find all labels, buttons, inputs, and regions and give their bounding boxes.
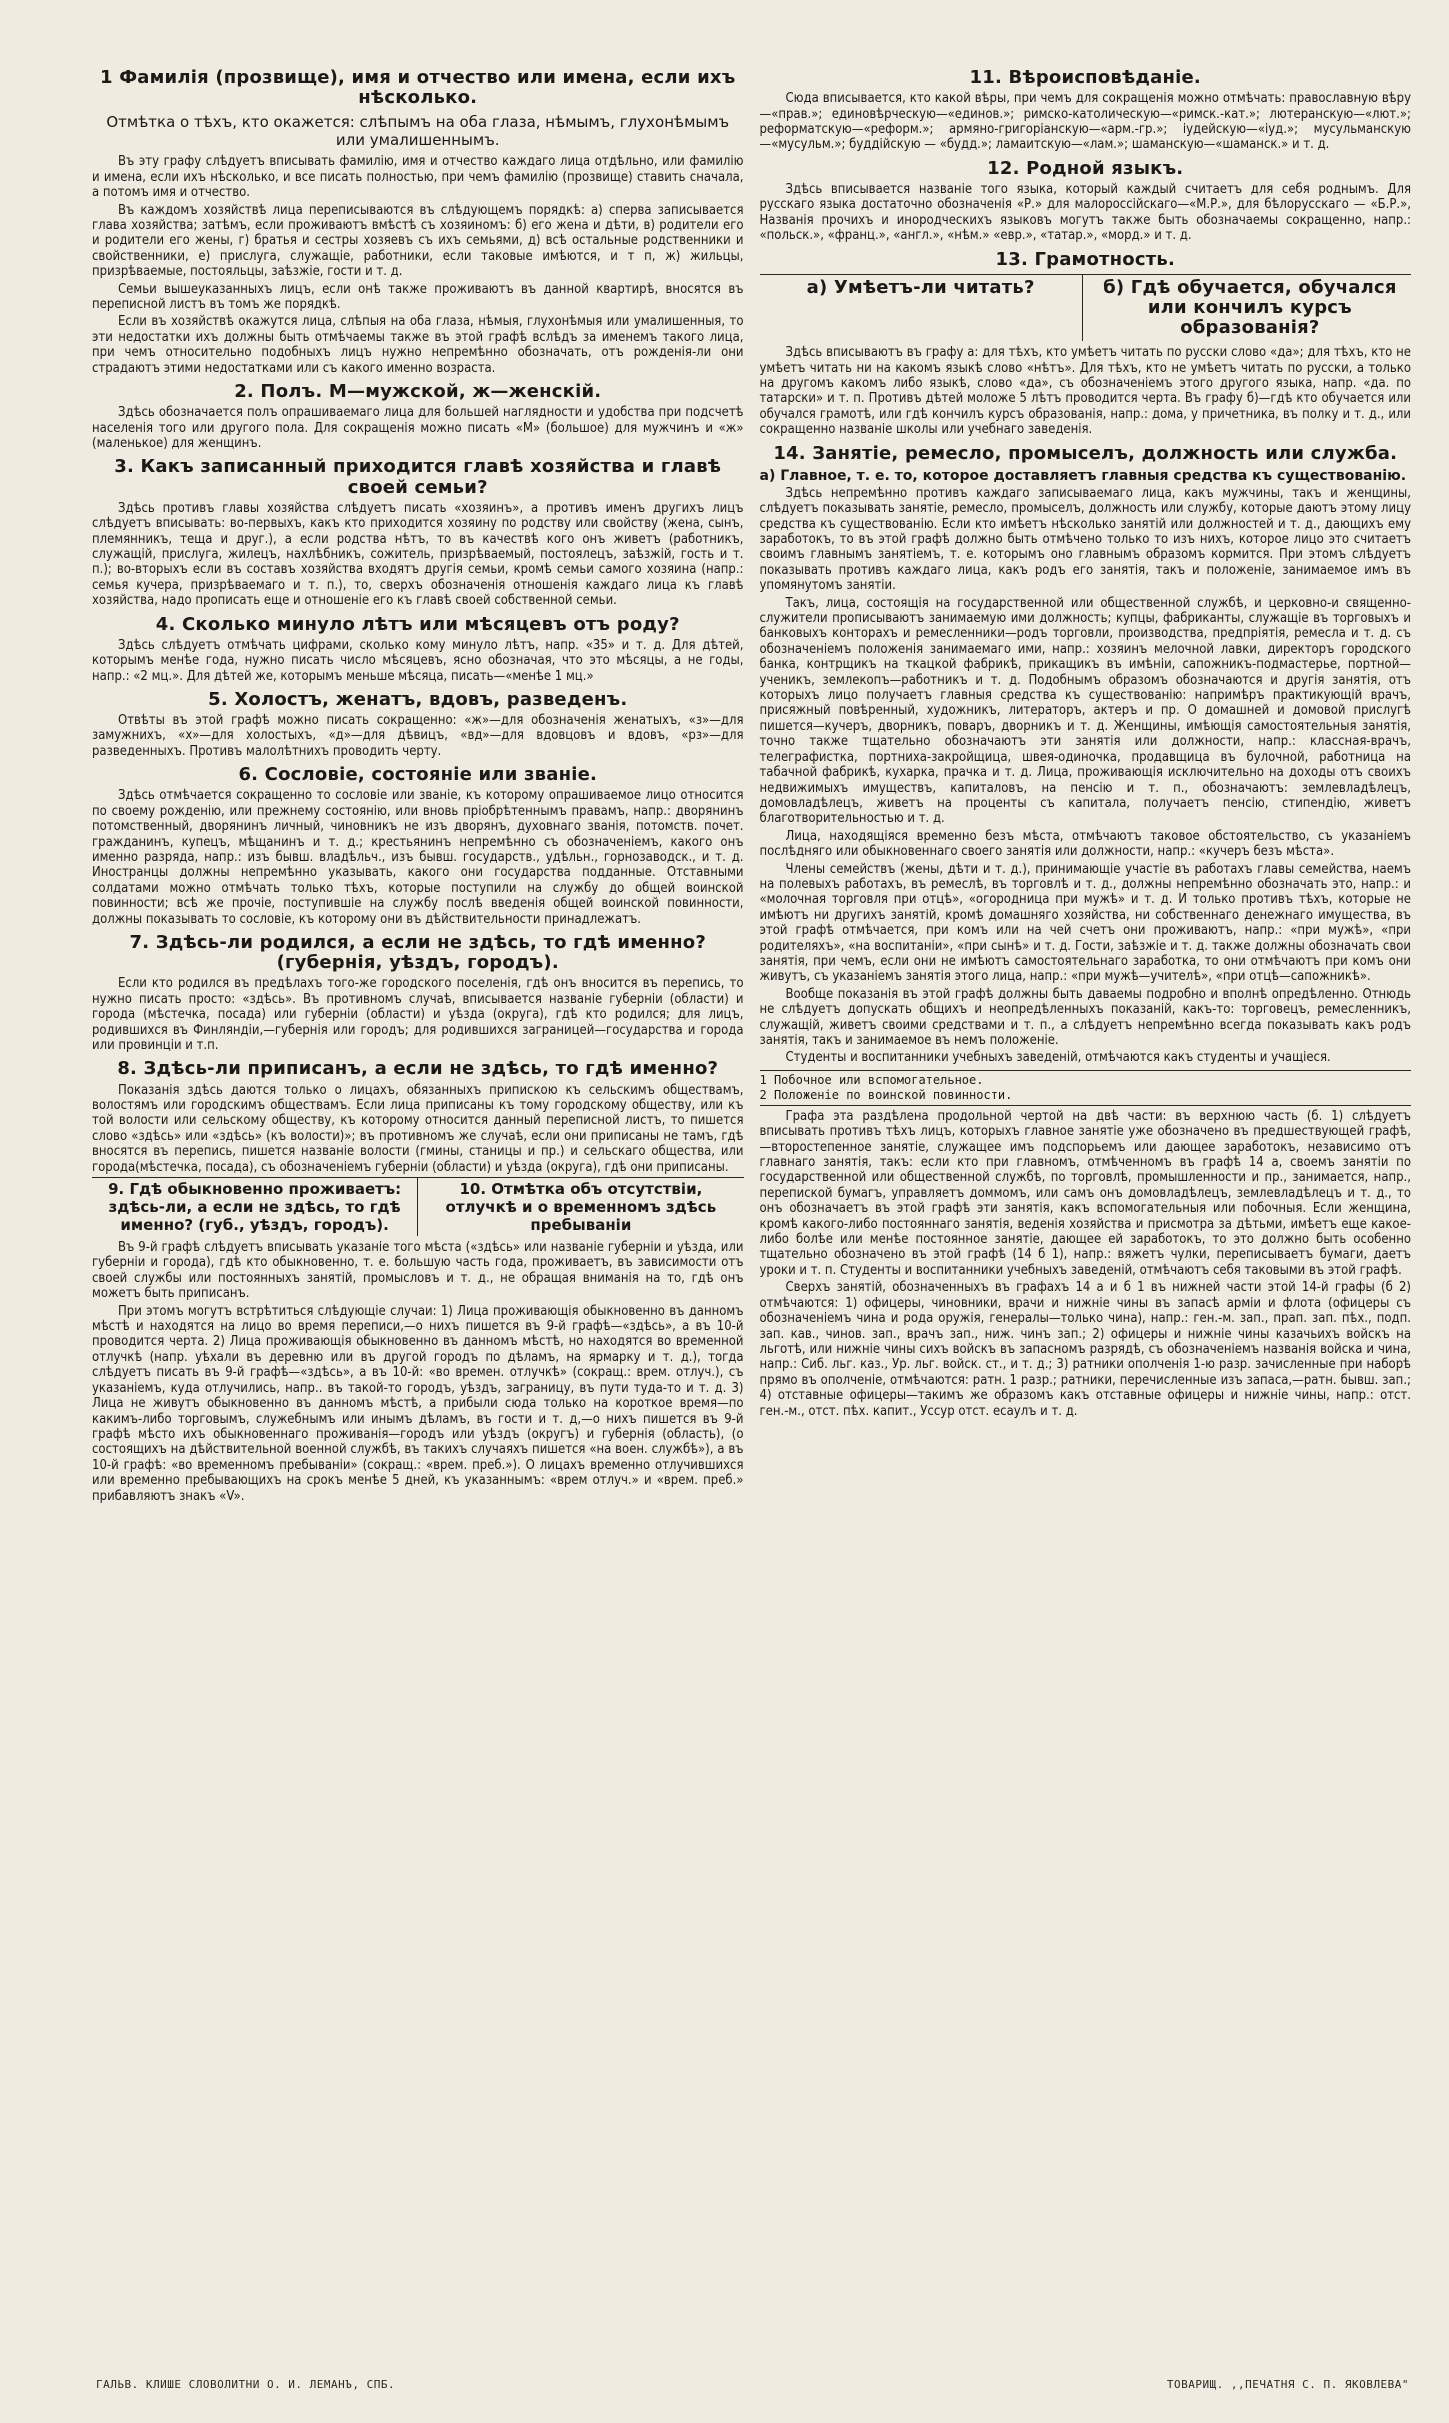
section-13a-heading: а) Умѣетъ-ли читать? bbox=[806, 276, 1035, 298]
section-5-heading: 5. Холостъ, женатъ, вдовъ, разведенъ. bbox=[208, 688, 628, 710]
section-14b-paragraph: Графа эта раздѣлена продольной чертой на двѣ части: въ верхнюю часть (б. 1) слѣдуетъ вписывать противъ тѣхъ лицъ, которыхъ главное занятіе уже обозначено въ предшествующей графѣ,—второстепенное занятіе, служащее имъ подспорьемъ или дающее заработокъ, независимо отъ главнаго занятія, такъ: если кто при главномъ, отмѣченномъ въ графѣ 14 а, своемъ занятіи по государственной или общественной службѣ, по торговлѣ, промышленности и пр., занимается, напр., перепиской бумагъ, управляетъ доммомъ, или самъ онъ домовладѣлецъ, землевладѣлецъ и т. д., то онъ обозначаетъ въ этой графѣ эти занятія, какъ вспомогательныя или побочныя. Если женщина, кромѣ какого-либо постояннаго занятія, веденія хозяйства и присмотра за дѣтьми, имѣетъ еще какое-либо болѣе или менѣе постоянное занятіе, дающее ей заработокъ, то это должно быть особенно тщательно обозначено въ этой графѣ (14 б 1), напр.: вяжетъ чулки, переписываетъ бумаги, даетъ уроки и т. п. Студенты и воспитанники учебныхъ заведеній, отмѣчаютъ себя таковыми въ этой графѣ. bbox=[759, 1108, 1411, 1278]
section-14-paragraph: Такъ, лица, состоящія на государственной или общественной службѣ, и церковно-и священно-служители прописываютъ занимаемую ими должность; купцы, фабриканты, служащіе въ торговыхъ и банковыхъ конторахъ и ремесленники—родъ торговли, производства, предпріятія, ремесла и т. д. съ обозначеніемъ положенія занимаемаго ими, напр.: хозяинъ мелочной лавки, директоръ городского банка, контрщикъ на ткацкой фабрикѣ, прикащикъ въ имѣніи, сапожникъ-подмастерье, портной—ученикъ, землекопъ—работникъ и т. д. Подобнымъ образомъ обозначаются и другія занятія, отъ которыхъ лицо получаетъ главныя средства къ существованію: напримѣръ практикующій врачъ, присяжный повѣренный, художникъ, литераторъ, актеръ и пр. О домашней и домовой прислугѣ пишется—кучеръ, дворникъ, поваръ, дворникъ и т. д. Женщины, имѣющія самостоятельныя занятія, точно также тщательно обозначаютъ эти занятія или должности, напр.: классная-врачъ, телеграфистка, портниха-закройщица, швея-одиночка, продавщица въ булочной, работница на табачной фабрикѣ, кухарка, прачка и т. д. Лица, проживающія исключительно на доходы отъ своихъ недвижимыхъ имуществъ, капиталовъ, на пенсію и т. п., обозначаютъ: землевладѣлецъ, домовладѣлецъ, живетъ на проценты съ капитала, получаетъ пенсію, стипендію, живетъ благотворительностью и т. д. bbox=[759, 595, 1411, 827]
section-1-heading: 1 Фамилія (прозвище), имя и отчество или имена, если ихъ нѣсколько. bbox=[100, 67, 736, 109]
section-4-heading: 4. Сколько минуло лѣтъ или мѣсяцевъ отъ роду? bbox=[155, 613, 680, 635]
section-8-paragraph: Показанія здѣсь даются только о лицахъ, обязанныхъ припискою къ сельскимъ обществамъ, волостямъ или городскимъ обществамъ. Если лица приписаны къ тому городскому обществу, или къ той волости или сельскому обществу, къ которому относится данный переписной листъ, то пишется слово «здѣсь» или «здѣсь» (къ волости)»; въ противномъ же случаѣ, если они приписаны не тамъ, гдѣ вносятся въ перепись, пишется названіе волости (гмины, станицы и пр.) и сельскаго общества, или города(мѣстечка, посада), съ обозначеніемъ губерніи (области) и уѣзда (округа), гдѣ они приписаны. bbox=[92, 1082, 744, 1175]
section-14-paragraph: Вообще показанія въ этой графѣ должны быть даваемы подробно и вполнѣ опредѣленно. Отнюдь не слѣдуетъ допускать общихъ и неопредѣленныхъ показаній, какъ-то: торговецъ, ремесленникъ, служащій, живетъ своими средствами и т. п., а слѣдуетъ непремѣнно всегда показывать какъ родъ занятія, такъ и занимаемое въ немъ положеніе. bbox=[759, 986, 1411, 1048]
section-13-subheads bbox=[760, 274, 1412, 341]
left-column bbox=[92, 62, 744, 1506]
section-1-paragraph: Въ каждомъ хозяйствѣ лица переписываются въ слѣдующемъ порядкѣ: а) сперва записывается глава хозяйства; затѣмъ, если проживаютъ вмѣстѣ съ хозяиномъ: б) его жена и дѣти, в) родители его и родители его жены, г) братья и сестры хозяевъ съ ихъ семьями, д) всѣ остальные родственники и свойственники, е) прислуга, служащіе, работники, если таковые имѣются, и т п, ж) жильцы, призрѣваемые, постояльцы, заѣзжіе, гости и т. д. bbox=[92, 202, 744, 280]
sections-9-10-header bbox=[92, 1177, 744, 1236]
section-9-heading: 9. Гдѣ обыкновенно проживаетъ: здѣсь-ли, а если не здѣсь, то гдѣ именно? (губ., уѣздъ, городъ). bbox=[108, 1180, 402, 1235]
section-11-heading: 11. Вѣроисповѣданіе. bbox=[969, 67, 1201, 88]
section-12-paragraph: Здѣсь вписывается названіе того языка, который каждый считаетъ для себя роднымъ. Для русскаго языка достаточно обозначенія «Р.» для малороссійскаго—«М.Р.», для бѣлорусскаго — «Б.Р.», Названія прочихъ и инородческихъ языковъ могутъ также быть обозначаемы сокращенно, напр.: «польск.», «франц.», «англ.», «нѣм.» «евр.», «татар.», «морд.» и т. д. bbox=[759, 181, 1411, 244]
section-11-paragraph: Сюда вписывается, кто какой вѣры, при чемъ для сокращенія можно отмѣчать: православную вѣру—«прав.»; единовѣрческую—«единов.»; римско-католическую—«римск.-кат.»; лютеранскую—«лют.»; реформатскую—«реформ.»; армяно-григоріанскую—«арм.-гр.»; іудейскую—«іуд.»; мусульманскую—«мусульм.»; буддійскую — «будд.»; ламаитскую—«лам.»; шаманскую—«шаманск.» и т. д. bbox=[759, 91, 1411, 153]
section-1-paragraph: Семьи вышеуказанныхъ лицъ, если онѣ также проживаютъ въ данной квартирѣ, вносятся въ переписной листъ въ томъ же порядкѣ. bbox=[92, 281, 744, 312]
section-2-heading: 2. Полъ. М—мужской, ж—женскій. bbox=[234, 381, 602, 402]
section-3-paragraph: Здѣсь противъ главы хозяйства слѣдуетъ писать «хозяинъ», а противъ именъ другихъ лицъ слѣдуетъ вписывать: во-первыхъ, какъ кто приходится хозяину по родству или свойству (жена, сынъ, племянникъ, теща и друг.), а если родства нѣтъ, то въ качествѣ кого онъ живетъ (работникъ, служащій, прислуга, жилецъ, нахлѣбникъ, сожитель, призрѣваемый, постоялецъ, заѣзжій, гость и т. п.); во-вторыхъ если въ составъ хозяйства входятъ другія семьи, кромѣ семьи самого хозяина (напр.: семья кучера, призрѣваемаго и т. п.), то, сверхъ обозначенія отношенія каждаго лица къ главѣ хозяйства, надо прописать еще и отношеніе его къ главѣ своей собственной семьи. bbox=[92, 500, 744, 609]
section-7-heading: 7. Здѣсь-ли родился, а если не здѣсь, то гдѣ именно? (губернія, уѣздъ, городъ). bbox=[129, 932, 706, 974]
section-5-paragraph: Отвѣты въ этой графѣ можно писать сокращенно: «ж»—для обозначенія женатыхъ, «з»—для замужнихъ, «х»—для холостыхъ, «д»—для дѣвицъ, «вд»—для вдовцовъ и вдовъ, «рз»—для разведенныхъ. Противъ малолѣтнихъ проводить черту. bbox=[92, 713, 744, 759]
section-14b-paragraph: Сверхъ занятій, обозначенныхъ въ графахъ 14 а и б 1 въ нижней части этой 14-й графы (б 2) отмѣчаются: 1) офицеры, чиновники, врачи и нижніе чины въ запасѣ арміи и флота (офицеры съ обозначеніемъ чина и рода оружія, генералы—только чина), напр.: ген.-м. зап., прап. зап. пѣх., подп. зап. кав., чинов. зап., врачъ зап., ниж. чинъ зап.; 2) офицеры и нижніе чины казачьихъ войскъ на льготѣ, или нижніе чины сихъ войскъ въ запасномъ разрядѣ, съ обозначеніемъ названія войска и чина, напр.: Сиб. льг. каз., Ур. льг. войск. ст., и т. д.; 3) ратники ополченія 1-ю разр. зачисленные при наборѣ прямо въ ополченіе, отмѣчаются: ратн. 1 разр.; ратники, перечисленные изъ запаса,—ратн. бывш. зап.; 4) отставные офицеры—такимъ же образомъ какъ отставные офицеры и нижніе чины, напр.: отст. ген.-м., отст. пѣх. капит., Уссур отст. есаулъ и т. д. bbox=[759, 1280, 1411, 1419]
section-6-heading: 6. Сословіе, состояніе или званіе. bbox=[238, 764, 598, 786]
section-3-heading: 3. Какъ записанный приходится главѣ хозяйства и главѣ своей семьи? bbox=[114, 456, 722, 498]
section-10-heading: 10. Отмѣтка объ отсутствіи, отлучкѣ и о временномъ здѣсь пребываніи bbox=[417, 1178, 743, 1236]
section-14a-heading: а) Главное, т. е. то, которое доставляетъ главныя средства къ существованію. bbox=[759, 467, 1407, 484]
printer-credit-left: ГАЛЬВ. КЛИШЕ СЛОВОЛИТНИ О. И. ЛЕМАНЪ, СПБ. bbox=[96, 2378, 396, 2391]
section-9-10-paragraph: При этомъ могутъ встрѣтиться слѣдующіе случаи: 1) Лица проживающія обыкновенно въ данномъ мѣстѣ и находятся на лицо во время переписи,—о нихъ пишется въ 9-й графѣ—«здѣсь», а въ 10-й проводится черта. 2) Лица проживающія обыкновенно въ данномъ мѣстѣ, но находятся во временной отлучкѣ (напр. уѣхали въ деревню или въ другой городъ по дѣламъ, на ярмарку и т. д.), тогда слѣдуетъ писать въ 9-й графѣ—«здѣсь», а въ 10-й: «во времен. отлучкѣ» (сокращ.: врем. отлуч.), съ указаніемъ, куда отлучились, напр.. въ такой-то городъ, уѣздъ, заграницу, въ пути туда-то и т. д. 3) Лица не живутъ обыкновенно въ данномъ мѣстѣ, а прибыли сюда только на короткое время—по какимъ-либо торговымъ, служебнымъ или инымъ дѣламъ, въ гости и т. д,—о нихъ пишется въ 9-й графѣ мѣсто ихъ обыкновеннаго проживанія—городъ или уѣздъ (округъ) и губернія (область), (о состоящихъ на дѣйствительной военной службѣ, въ такихъ случаяхъ пишется «на воен. службѣ»), а въ 10-й графѣ: «во временномъ пребываніи» (сокращ.: «врем. преб.»). О лицахъ временно отлучившихся или временно пребывающихъ на срокъ менѣе 5 дней, къ указаннымъ: «врем отлуч.» и «врем. преб.» прибавляютъ знакъ «V». bbox=[92, 1303, 744, 1504]
right-column bbox=[760, 62, 1412, 1421]
printer-credit-right: ТОВАРИЩ. ,,ПЕЧАТНЯ С. П. ЯКОВЛЕВА" bbox=[1166, 2378, 1409, 2391]
section-14-paragraph: Лица, находящіяся временно безъ мѣста, отмѣчаютъ таковое обстоятельство, съ указаніемъ послѣдняго или обыкновеннаго своего занятія или должности, напр.: «кучеръ безъ мѣста». bbox=[759, 828, 1411, 860]
rubric-line-2: 2 Положеніе по воинской повинности. bbox=[759, 1087, 1013, 1102]
section-8-heading: 8. Здѣсь-ли приписанъ, а если не здѣсь, то гдѣ именно? bbox=[117, 1058, 719, 1080]
section-14b-rubric bbox=[760, 1070, 1412, 1106]
section-13-heading: 13. Грамотность. bbox=[995, 248, 1175, 270]
section-14-paragraph: Члены семействъ (жены, дѣти и т. д.), принимающіе участіе въ работахъ главы семейства, наемъ на полевыхъ работахъ, въ ремеслѣ, въ торговлѣ и т. д., должны непремѣнно обозначать это, напр.: и «молочная торговля при отцѣ», «огородница при мужѣ» и т. д. И только противъ тѣхъ, которые не имѣютъ ни другихъ занятій, кромѣ домашняго хозяйства, ни собственнаго денежнаго имущества, въ этой графѣ отмѣчается, при комъ или на чей счетъ они проживаютъ, напр.: «при мужѣ», «при родителяхъ», «на воспитаніи», «при сынѣ» и т. д. Гости, заѣзжіе и т. д. также должны обозначать свои занятія, при чемъ, если они не имѣютъ самостоятельнаго заработка, то они отмѣчаютъ при комъ они живутъ, съ указаніемъ занятія этого лица, напр.: «при мужѣ—учителѣ», «при отцѣ—сапожникѣ». bbox=[759, 861, 1411, 985]
section-7-paragraph: Если кто родился въ предѣлахъ того-же городского поселенія, гдѣ онъ вносится въ перепись, то нужно писать просто: «здѣсь». Въ противномъ случаѣ, вписывается названіе губерніи (области) и города (мѣстечка, посада) или губерніи (области) и уѣзда (округа), гдѣ кто родился; для лицъ, родившихся въ Финляндіи,—губернія или городъ; для родившихся заграницей—государства и города или провинціи и т.п. bbox=[92, 976, 744, 1054]
section-6-paragraph: Здѣсь отмѣчается сокращенно то сословіе или званіе, къ которому опрашиваемое лицо относится по своему рожденію, или прежнему состоянію, или вновь пріобрѣтеннымъ правамъ, напр.: дворянинъ потомственный, дворянинъ личный, чиновникъ не изъ дворянъ, духовнаго званія, потомств. почет. гражданинъ, купецъ, мѣщанинъ и т. д.; крестьянинъ непремѣнно съ обозначеніемъ, какого онъ именно разряда, напр.: изъ бывш. владѣльч., изъ бывш. государств., удѣльн., горнозаводск., и т. д. Иностранцы должны непремѣнно указывать, какого они государства подданные. Отставными солдатами можно отмѣчать только тѣхъ, которые поступили на службу до общей воинской повинности; всѣ же прочіе, поступившіе на службу послѣ введенія общей воинской повинности, должны показывать то сословіе, къ которому они въ дѣйствительности принадлежатъ. bbox=[92, 788, 744, 927]
section-14-heading: 14. Занятіе, ремесло, промыселъ, должность или служба. bbox=[773, 442, 1398, 464]
rubric-line-1: 1 Побочное или вспомогательное. bbox=[759, 1072, 984, 1087]
section-9-10-paragraph: Въ 9-й графѣ слѣдуетъ вписывать указаніе того мѣста («здѣсь» или названіе губерніи и уѣзда, или губерніи и города), гдѣ кто обыкновенно, т. е. большую часть года, проживаетъ, въ зависимости отъ своей службы или постоянныхъ занятій, промысловъ и т. д., не обращая вниманія на то, гдѣ онъ можетъ быть приписанъ. bbox=[92, 1240, 744, 1302]
section-2-paragraph: Здѣсь обозначается полъ опрашиваемаго лица для большей наглядности и удобства при подсчетѣ населенія того или другого пола. Для сокращенія можно писать «М» (большое) для мужчинъ и «ж» (маленькое) для женщинъ. bbox=[92, 405, 744, 451]
section-1-paragraph: Если въ хозяйствѣ окажутся лица, слѣпыя на оба глаза, нѣмыя, глухонѣмыя или умалишенныя, то эти недостатки ихъ должны быть отмѣчаемы также въ этой графѣ вслѣдъ за именемъ такого лица, при чемъ относительно подобныхъ лицъ нужно непремѣнно обозначать, отъ рожденія-ли они страдаютъ этими недостатками или съ какого именно возраста. bbox=[92, 314, 744, 376]
section-1-paragraph: Въ эту графу слѣдуетъ вписывать фамилію, имя и отчество каждаго лица отдѣльно, или фамилію и имена, если ихъ нѣсколько, и все писать полностью, при чемъ фамилію (прозвище) ставить сначала, а потомъ имя и отчество. bbox=[92, 154, 744, 201]
two-columns bbox=[92, 62, 1411, 1506]
section-1-note: Отмѣтка о тѣхъ, кто окажется: слѣпымъ на оба глаза, нѣмымъ, глухонѣмымъ или умалишеннымъ. bbox=[106, 113, 730, 150]
section-4-paragraph: Здѣсь слѣдуетъ отмѣчать цифрами, сколько кому минуло лѣтъ, напр. «35» и т. д. Для дѣтей, которымъ менѣе года, нужно писать число мѣсяцевъ, ясно обозначая, что это мѣсяцы, а не годы, напр.: «2 мц.». Для дѣтей же, которымъ меньше мѣсяца, писать—«менѣе 1 мц.» bbox=[92, 637, 744, 684]
section-13b-heading: б) Гдѣ обучается, обучался или кончилъ курсъ образованія? bbox=[1103, 276, 1397, 339]
section-14-paragraph: Здѣсь непремѣнно противъ каждаго записываемаго лица, какъ мужчины, такъ и женщины, слѣдуетъ показывать занятіе, ремесло, промыселъ, должность или службу, которые даютъ этому лицу средства къ существованію. Если кто имѣетъ нѣсколько занятій или должностей и т. д., дающихъ ему заработокъ, то въ этой графѣ должно быть отмѣчено только то изъ нихъ, которое лицо это считаетъ своимъ главнымъ занятіемъ, т. е. которымъ оно главнымъ образомъ кормится. При этомъ слѣдуетъ показывать противъ каждаго лица, какъ родъ его занятія, такъ и положеніе, занимаемое имъ въ упомянутомъ занятіи. bbox=[759, 485, 1411, 594]
section-14-paragraph: Студенты и воспитанники учебныхъ заведеній, отмѣчаются какъ студенты и учащіеся. bbox=[785, 1050, 1331, 1066]
section-13-paragraph: Здѣсь вписываютъ въ графу а: для тѣхъ, кто умѣетъ читать по русски слово «да»; для тѣхъ, кто не умѣетъ читать ни на какомъ языкѣ слово «нѣтъ». Для тѣхъ, кто не умѣетъ читать по русски, а только на другомъ какомъ либо языкѣ, слово «да», съ обозначеніемъ этого другого языка, напр. «да. по татарски» и т. п. Противъ дѣтей моложе 5 лѣтъ проводится черта. Въ графу б)—гдѣ кто обучается или обучался грамотѣ, или гдѣ кончилъ курсъ образованія, напр.: дома, у причетника, въ полку и т. д., или сокращенно названіе школы или учебнаго заведенія. bbox=[759, 345, 1411, 438]
section-12-heading: 12. Родной языкъ. bbox=[987, 157, 1184, 179]
